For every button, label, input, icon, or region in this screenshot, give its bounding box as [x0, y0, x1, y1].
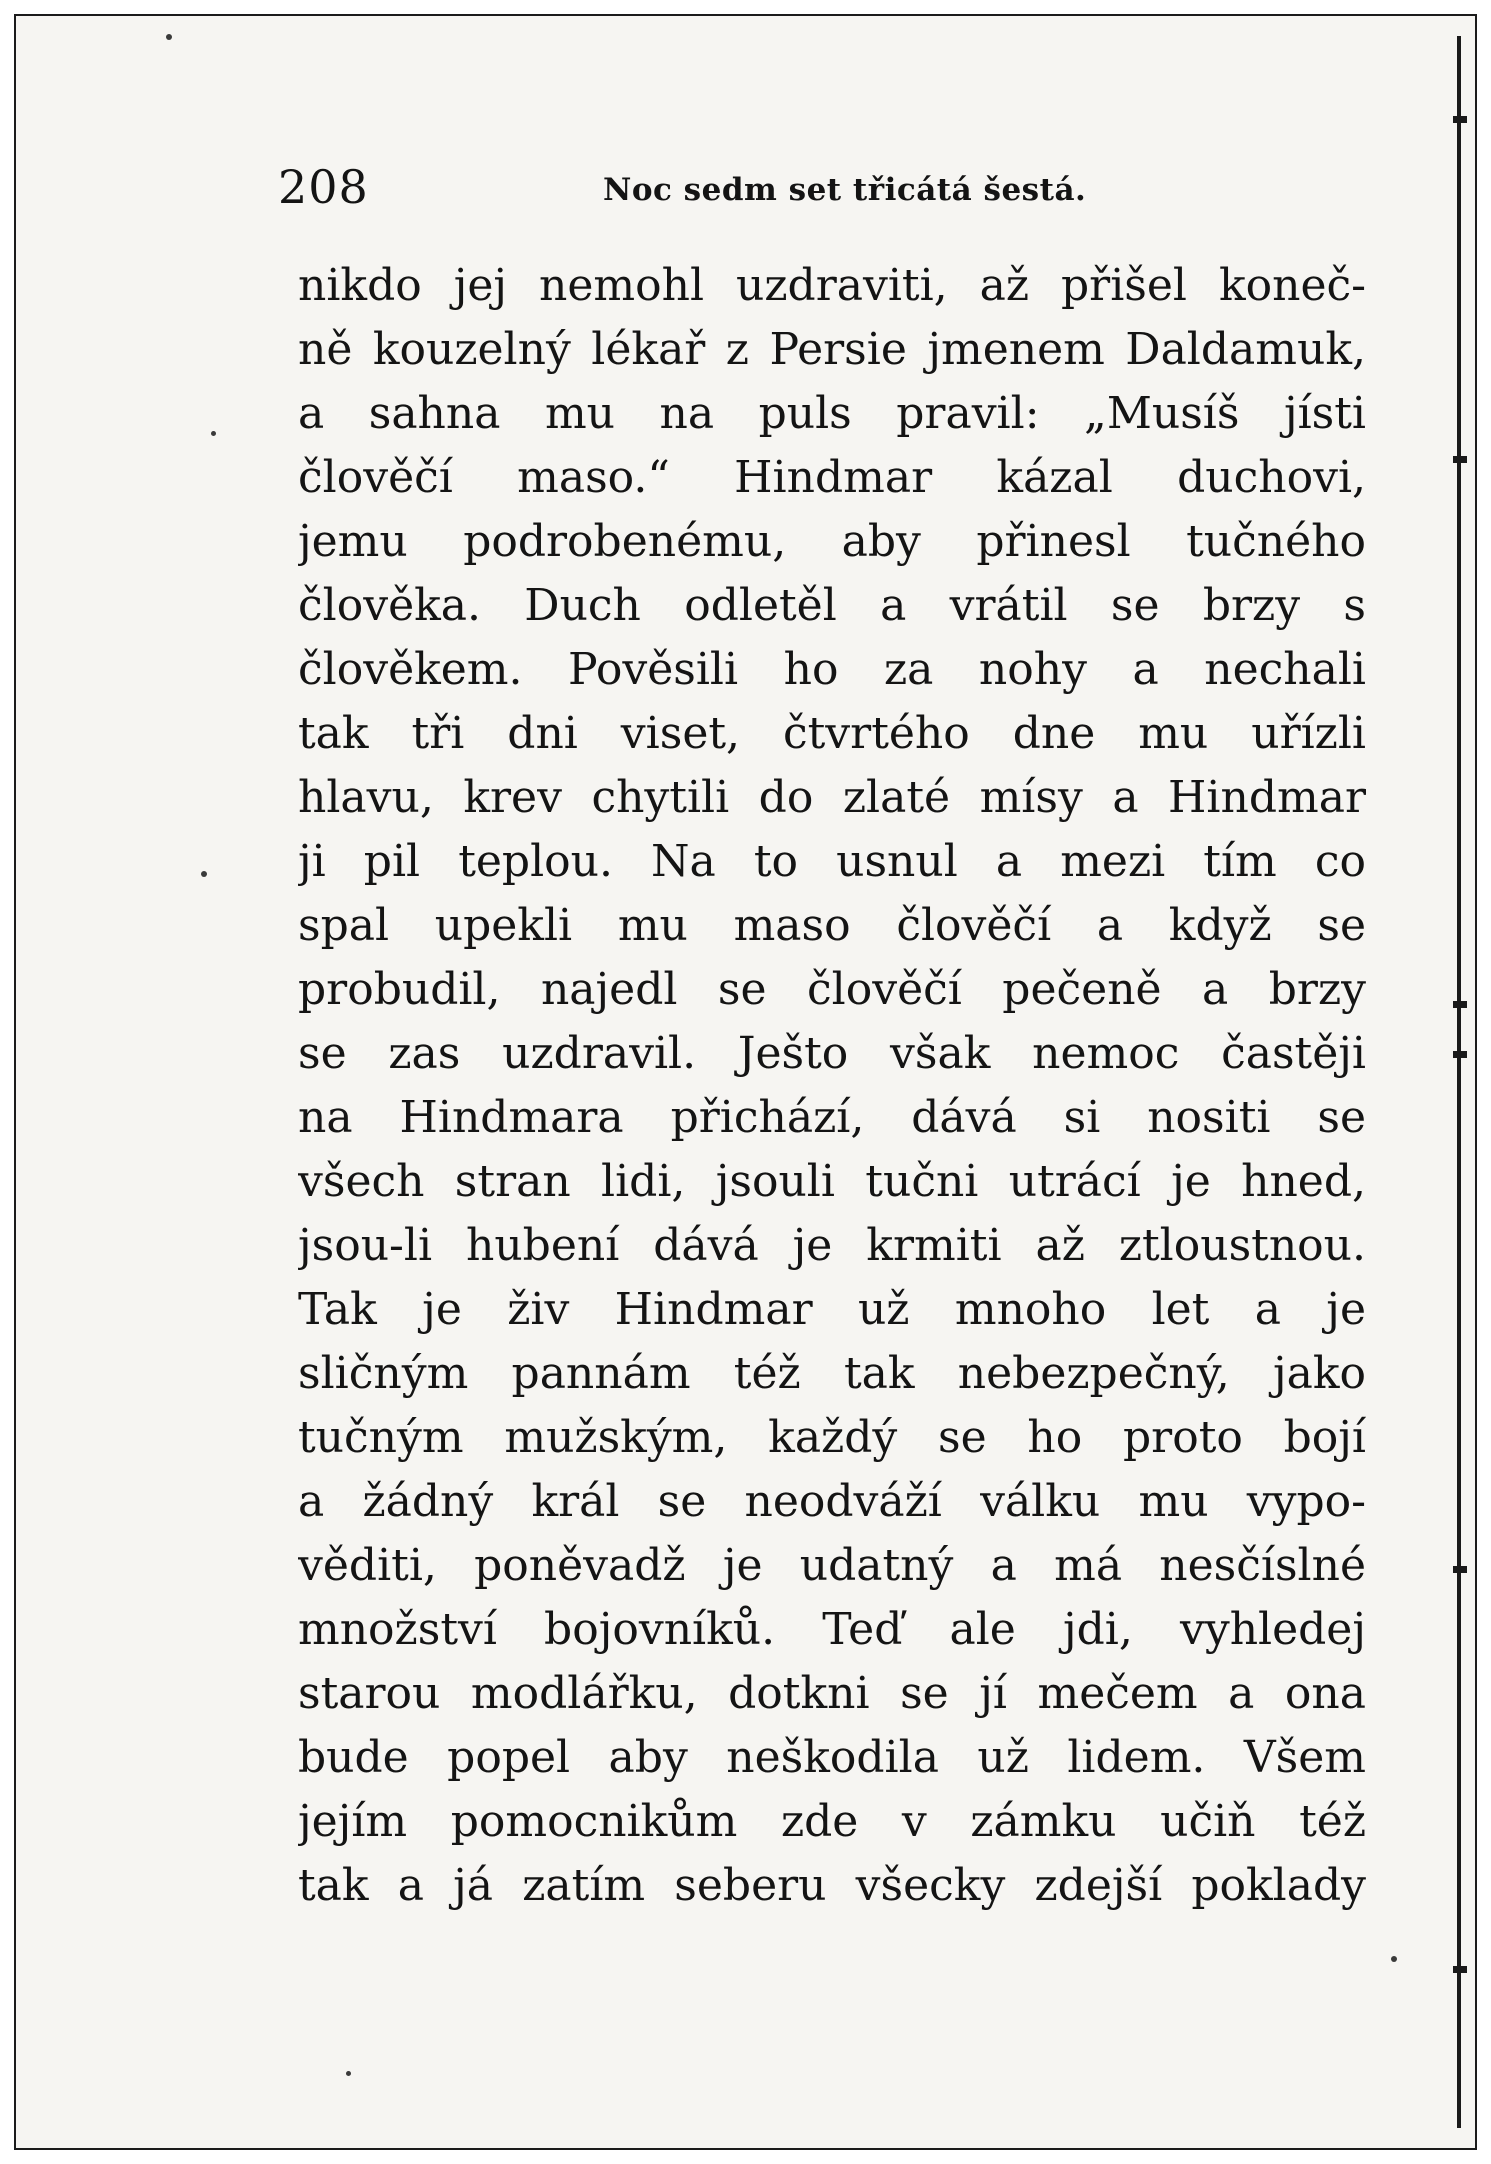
rule-mark: [1453, 116, 1467, 123]
text-line: tučným mužským, každý se ho proto bojí: [298, 1412, 1366, 1463]
text-line: starou modlářku, dotkni se jí mečem a ona: [298, 1668, 1366, 1719]
rule-mark: [1453, 1566, 1467, 1573]
text-line: jsou-li hubení dává je krmiti až ztloustnou.: [298, 1220, 1366, 1271]
text-line: jejím pomocnikům zde v zámku učiň též: [298, 1796, 1366, 1847]
text-line: všech stran lidi, jsouli tučni utrácí je hned,: [298, 1156, 1366, 1207]
text-line: se zas uzdravil. Ješto však nemoc častěji: [298, 1028, 1366, 1079]
page-header: [278, 154, 1358, 214]
print-speck: [346, 2071, 351, 2076]
text-line: probudil, najedl se člověčí pečeně a brzy: [298, 964, 1366, 1015]
running-title: Noc sedm set třicátá šestá.: [603, 172, 1087, 208]
text-line: množství bojovníků. Teď ale jdi, vyhledej: [298, 1604, 1366, 1655]
text-line: člověka. Duch odletěl a vrátil se brzy s: [298, 580, 1366, 631]
print-speck: [166, 34, 172, 40]
rule-mark: [1453, 1001, 1467, 1008]
rule-mark: [1453, 1966, 1467, 1973]
text-line: a sahna mu na puls pravil: „Musíš jísti: [298, 388, 1366, 439]
text-line: tak tři dni viset, čtvrtého dne mu uřízli: [298, 708, 1366, 759]
text-line: spal upekli mu maso člověčí a když se: [298, 900, 1366, 951]
text-line: věditi, poněvadž je udatný a má nesčíslné: [298, 1540, 1366, 1591]
print-speck: [1391, 1956, 1397, 1962]
text-line: bude popel aby neškodila už lidem. Všem: [298, 1732, 1366, 1783]
text-line: člověčí maso.“ Hindmar kázal duchovi,: [298, 452, 1366, 503]
text-line: jemu podrobenému, aby přinesl tučného: [298, 516, 1366, 567]
text-line: ji pil teplou. Na to usnul a mezi tím co: [298, 836, 1366, 887]
page-number: 208: [278, 160, 369, 214]
text-line: hlavu, krev chytili do zlaté mísy a Hindmar: [298, 772, 1366, 823]
text-line: a žádný král se neodváží válku mu vypo-: [298, 1476, 1366, 1527]
rule-mark: [1453, 1051, 1467, 1058]
book-page: [14, 14, 1477, 2150]
body-text: [298, 254, 1366, 1918]
text-line: sličným pannám též tak nebezpečný, jako: [298, 1348, 1366, 1399]
print-speck: [201, 871, 207, 877]
text-line: ně kouzelný lékař z Persie jmenem Daldamuk,: [298, 324, 1366, 375]
text-line: Tak je živ Hindmar už mnoho let a je: [298, 1284, 1366, 1335]
text-line: na Hindmara přichází, dává si nositi se: [298, 1092, 1366, 1143]
print-speck: [211, 431, 216, 436]
rule-mark: [1453, 456, 1467, 463]
text-line: tak a já zatím seberu všecky zdejší poklady: [298, 1860, 1366, 1911]
text-line: člověkem. Pověsili ho za nohy a nechali: [298, 644, 1366, 695]
text-line: nikdo jej nemohl uzdraviti, až přišel koneč-: [298, 260, 1366, 311]
page-edge-rule: [1457, 36, 1461, 2128]
